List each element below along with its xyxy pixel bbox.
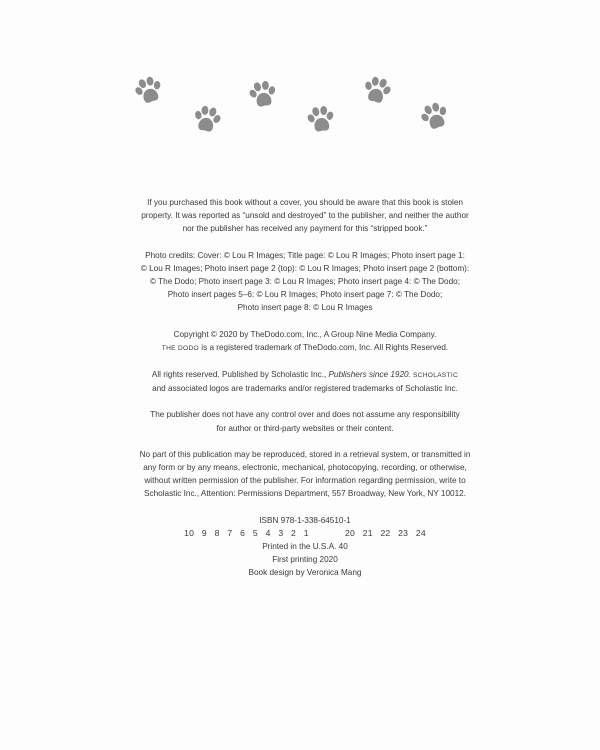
- scholastic-mark: SCHOLASTIC: [410, 372, 459, 380]
- paw-print-icon: [416, 98, 454, 136]
- legal-text: [125, 196, 485, 580]
- text-line: No part of this publication may be reproduced, stored in a retrieval system, or transmitted in: [139, 449, 471, 459]
- text-line: Photo insert pages 5–6: © Lou R Images; Photo insert page 7: © The Dodo;: [167, 290, 443, 300]
- text-line: If you purchased this book without a cover, you should be aware that this book is stolen: [147, 198, 463, 207]
- text-line: without written permission of the publisher. For information regarding permission, write to: [144, 476, 466, 486]
- reproduction-notice: [125, 448, 485, 501]
- paw-print-icon: [246, 78, 281, 113]
- photo-credits: [125, 249, 485, 315]
- stolen-book-notice: [125, 196, 485, 236]
- paw-print-icon: [189, 102, 225, 138]
- text-line: [125, 368, 485, 382]
- publisher-tagline: Publishers since 1920.: [328, 370, 411, 380]
- text-line: © The Dodo; Photo insert page 3: © Lou R Images; Photo insert page 4: © The Dodo;: [149, 277, 460, 287]
- rights-text: All rights reserved. Published by Scholastic Inc.,: [151, 370, 329, 380]
- rights-notice: [125, 368, 485, 395]
- text-line: any form or by any means, electronic, mechanical, photocopying, recording, or otherwise,: [143, 463, 467, 473]
- text-line: property. It was reported as “unsold and destroyed” to the publisher, and neither the author: [141, 211, 469, 221]
- text-line: Photo credits: Cover: © Lou R Images; Title page: © Lou R Images; Photo insert page 1:: [145, 250, 465, 260]
- text-line: Photo insert page 8: © Lou R Images: [237, 303, 373, 313]
- text-line: Copyright © 2020 by TheDodo.com, Inc., A Group Nine Media Company.: [173, 329, 437, 339]
- isbn: ISBN 978-1-338-64510-1: [259, 515, 351, 525]
- copyright-notice: [125, 328, 485, 355]
- first-printing: First printing 2020: [272, 555, 338, 565]
- trademark-text: is a registered trademark of TheDodo.com, Inc. All Rights Reserved.: [198, 342, 449, 352]
- text-line: Scholastic Inc., Attention: Permissions Department, 557 Broadway, New York, NY 10012.: [144, 489, 466, 499]
- book-design-credit: Book design by Veronica Mang: [248, 568, 362, 578]
- printed-in: Printed in the U.S.A. 40: [262, 542, 348, 552]
- text-line: The publisher does not have any control over and does not assume any responsibility: [150, 410, 460, 420]
- text-line: and associated logos are trademarks and/or registered trademarks of Scholastic Inc.: [152, 384, 458, 394]
- paw-print-icon: [130, 72, 168, 110]
- paw-print-icon: [359, 73, 395, 109]
- printer-key-line: 10 9 8 7 6 5 4 3 2 1 20 21 22 23 24: [184, 527, 426, 538]
- paw-print-trail: [0, 0, 600, 150]
- trademark-name: THE DODO: [161, 344, 199, 352]
- text-line: © Lou R Images; Photo insert page 2 (top): © Lou R Images; Photo insert page 2 (bottom):: [140, 263, 470, 273]
- printing-info: [125, 514, 485, 580]
- text-line: [125, 341, 485, 355]
- publisher-disclaimer: [125, 408, 485, 434]
- text-line: for author or third-party websites or their content.: [216, 423, 394, 433]
- paw-print-icon: [304, 103, 338, 137]
- text-line: nor the publisher has received any payment for this “stripped book.”: [182, 224, 428, 234]
